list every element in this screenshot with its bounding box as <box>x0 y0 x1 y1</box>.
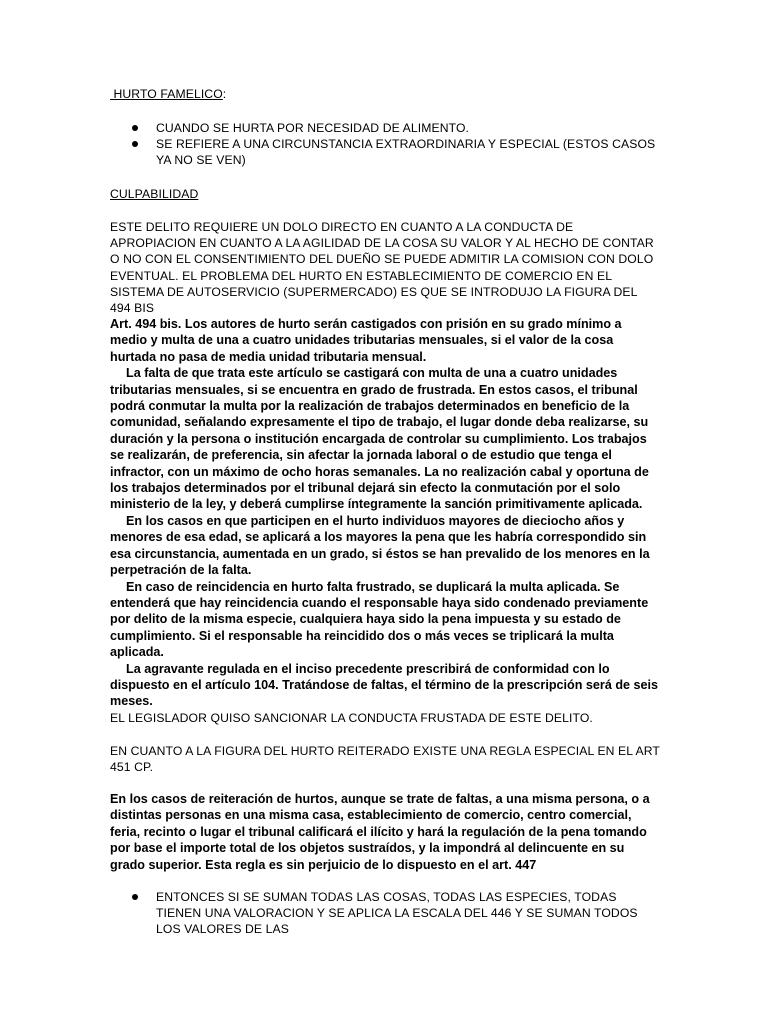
final-bullet-list <box>110 889 660 938</box>
bullet-text: CUANDO SE HURTA POR NECESIDAD DE ALIMENTO. <box>156 121 470 135</box>
article-494-bis-paragraph: En los casos en que participen en el hurto individuos mayores de dieciocho años y menores de esa edad, se aplicará a los mayores la pena que les habría correspondido sin esa circunstancia, aumentada en un grado, si éstos se han prevalido de los menores en la perpetración de la falta. <box>110 513 650 578</box>
list-item <box>110 136 660 168</box>
legislador-paragraph: EL LEGISLADOR QUISO SANCIONAR LA CONDUCTA FRUSTADA DE ESTE DELITO. <box>110 711 593 725</box>
bullet-text: ENTONCES SI SE SUMAN TODAS LAS COSAS, TODAS LAS ESPECIES, TODAS TIENEN UNA VALORACION Y SE APLICA LA ESCALA DEL 446 Y SE SUMAN TODOS LOS VALORES DE LAS <box>156 890 638 937</box>
bullet-text: SE REFIERE A UNA CIRCUNSTANCIA EXTRAORDINARIA Y ESPECIAL (ESTOS CASOS YA NO SE VEN) <box>156 137 656 168</box>
culpabilidad-paragraph: ESTE DELITO REQUIERE UN DOLO DIRECTO EN CUANTO A LA CONDUCTA DE APROPIACION EN CUANTO A LA AGILIDAD DE LA COSA SU VALOR Y AL HECHO DE CONTAR O NO CON EL CONSENTIMIENTO DEL DUEÑO SE PUEDE ADMITIR LA COMISION CON DOLO EVENTUAL. EL PROBLEMA DEL HURTO EN ESTABLECIMIENTO DE COMERCIO EN EL SISTEMA DE AUTOSERVICIO (SUPERMERCADO) ES QUE SE INTRODUJO LA FIGURA DEL 494 BIS <box>110 220 654 316</box>
hurto-famelico-title: HURTO FAMELICO <box>110 87 223 101</box>
section-heading-culpabilidad: CULPABILIDAD <box>110 187 199 201</box>
article-494-bis-paragraph: En caso de reincidencia en hurto falta frustrado, se duplicará la multa aplicada. Se entenderá que hay reincidencia cuando el responsable haya sido condenado previamente por delito de la misma especie, cualquiera haya sido la pena impuesta y su estado de cumplimiento. Si el responsable ha reincidido dos o más veces se triplicará la multa aplicada. <box>110 579 649 660</box>
bullet-icon <box>132 125 138 131</box>
article-451-paragraph: En los casos de reiteración de hurtos, aunque se trate de faltas, a una misma persona, o a distintas personas en una misma casa, establecimiento de comercio, centro comercial, feria, recinto o lugar el tribunal calificará el ilícito y hará la regulación de la pena tomando por base el importe total de los objetos sustraídos, y la impondrá al delincuente en su grado superior. Esta regla es sin perjuicio de lo dispuesto en el art. 447 <box>110 792 650 872</box>
section-heading-hurto-famelico <box>110 86 660 102</box>
article-494-bis-paragraph: La falta de que trata este artículo se castigará con multa de una a cuatro unidades tributarias mensuales, si se encuentra en grado de frustrada. En estos casos, el tribunal podrá conmutar la multa por la realización de trabajos determinados en beneficio de la comunidad, señalando expresamente el tipo de trabajo, el lugar donde deba realizarse, su duración y la persona o institución encargada de controlar su cumplimiento. Los trabajos se realizarán, de preferencia, sin afectar la jornada laboral o de estudio que tenga el infractor, con un máximo de ocho horas semanales. La no realización cabal y oportuna de los trabajos determinados por el tribunal dejará sin efecto la conmutación por el solo ministerio de la ley, y deberá cumplirse íntegramente la sanción primitivamente aplicada. <box>110 366 649 512</box>
list-item <box>110 120 660 136</box>
bullet-icon <box>132 894 138 900</box>
hurto-reiterado-paragraph: EN CUANTO A LA FIGURA DEL HURTO REITERADO EXISTE UNA REGLA ESPECIAL EN EL ART 451 CP. <box>110 744 660 775</box>
article-494-bis-block <box>110 316 660 710</box>
hurto-famelico-bullet-list <box>110 120 660 169</box>
article-494-bis-paragraph: Art. 494 bis. Los autores de hurto serán castigados con prisión en su grado mínimo a medio y multa de una a cuatro unidades tributarias mensuales, si el valor de la cosa hurtada no pasa de media unidad tributaria mensual. <box>110 317 622 364</box>
heading-colon: : <box>222 87 227 101</box>
bullet-icon <box>132 141 138 147</box>
article-494-bis-paragraph: La agravante regulada en el inciso precedente prescribirá de conformidad con lo dispuesto en el artículo 104. Tratándose de faltas, el término de la prescripción será de seis meses. <box>110 661 659 709</box>
list-item <box>110 889 660 938</box>
